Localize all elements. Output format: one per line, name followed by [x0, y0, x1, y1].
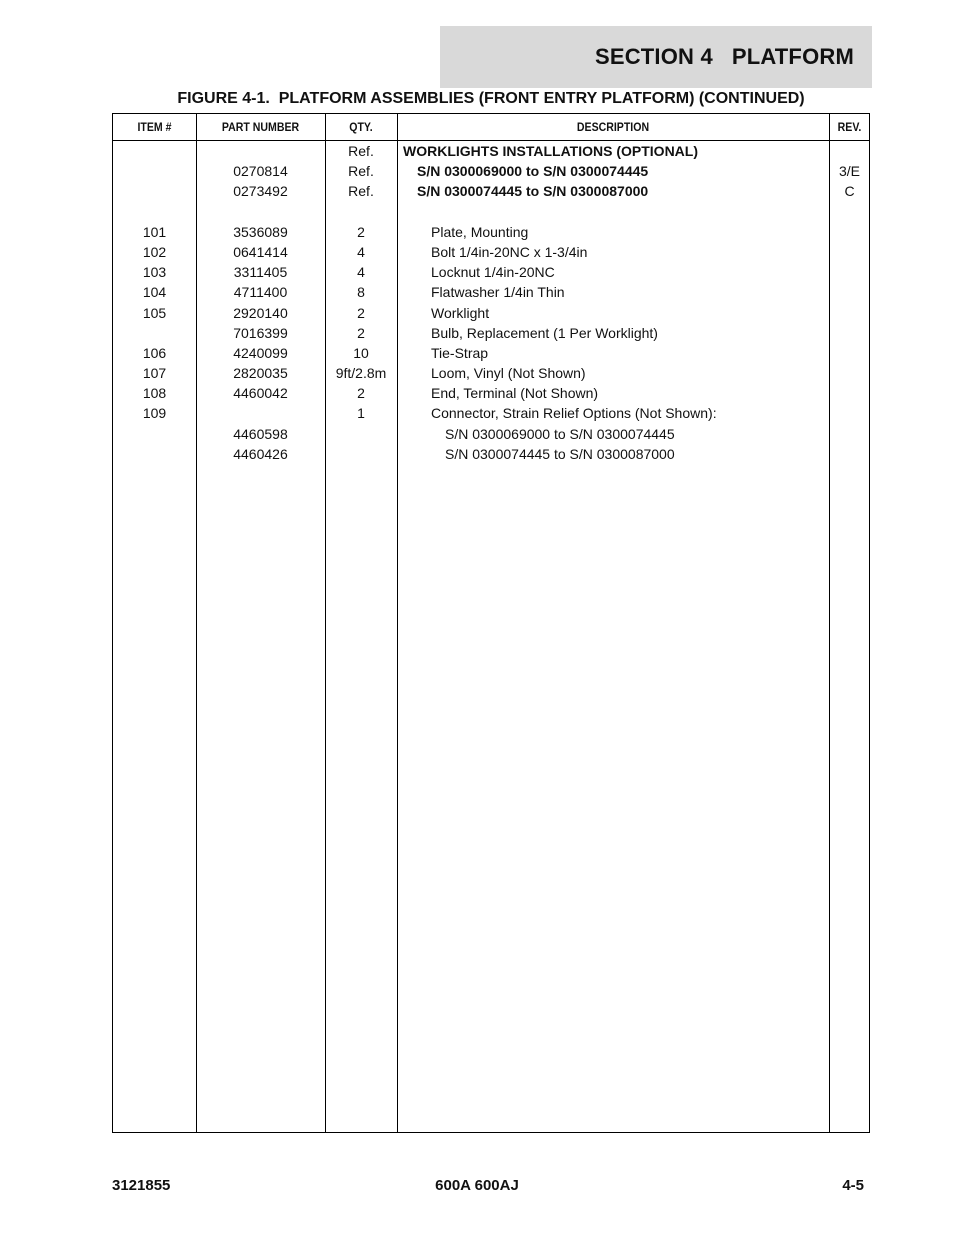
item-number-cell: 102 — [142, 243, 167, 260]
figure-title: FIGURE 4-1. PLATFORM ASSEMBLIES (FRONT ENTRY PLATFORM) (CONTINUED) — [177, 90, 805, 107]
table-row — [113, 343, 869, 363]
qty-cell — [325, 444, 397, 464]
part-number-cell — [196, 141, 325, 161]
qty-cell: 4 — [357, 243, 365, 260]
qty-cell: 2 — [357, 304, 365, 321]
part-number-cell: 4460042 — [233, 385, 288, 402]
description-cell: Loom, Vinyl (Not Shown) — [431, 365, 586, 382]
qty-cell — [325, 202, 397, 222]
rev-cell — [829, 323, 870, 343]
part-number-cell: 0273492 — [233, 183, 288, 200]
footer-page-number: 4-5 — [842, 1177, 864, 1194]
item-number-cell — [113, 202, 196, 222]
footer-doc-number: 3121855 — [112, 1177, 171, 1194]
rev-cell — [829, 303, 870, 323]
description-cell: S/N 0300074445 to S/N 0300087000 — [445, 445, 675, 462]
footer-model: 600A 600AJ — [435, 1177, 519, 1194]
table-row — [113, 161, 869, 181]
qty-cell: 1 — [357, 405, 365, 422]
description-cell: Plate, Mounting — [431, 223, 529, 240]
item-number-cell: 108 — [142, 385, 167, 402]
part-number-cell — [196, 403, 325, 423]
part-number-cell: 3536089 — [233, 223, 288, 240]
rev-cell — [829, 444, 870, 464]
column-header-item: ITEM # — [137, 120, 172, 134]
rev-cell — [829, 363, 870, 383]
table-row — [113, 202, 869, 222]
rev-cell — [829, 424, 870, 444]
table-row — [113, 303, 869, 323]
description-cell: Connector, Strain Relief Options (Not Shown): — [431, 405, 717, 422]
item-number-cell — [113, 424, 196, 444]
column-header-qty: QTY. — [349, 120, 373, 134]
table-row — [113, 242, 869, 262]
column-header-rev: REV. — [837, 120, 862, 134]
parts-table — [112, 113, 870, 1133]
part-number-cell: 0270814 — [233, 163, 288, 180]
table-row — [113, 424, 869, 444]
item-number-cell — [113, 323, 196, 343]
table-row — [113, 363, 869, 383]
qty-cell — [325, 424, 397, 444]
item-number-cell: 106 — [142, 344, 167, 361]
qty-cell: Ref. — [348, 143, 374, 159]
table-row — [113, 403, 869, 423]
item-number-cell — [113, 444, 196, 464]
rev-cell — [829, 403, 870, 423]
table-row — [113, 444, 869, 464]
qty-cell: 2 — [357, 324, 365, 341]
rev-cell — [829, 282, 870, 302]
part-number-cell: 4711400 — [233, 284, 288, 301]
table-row — [113, 282, 869, 302]
part-number-cell: 7016399 — [233, 324, 288, 341]
qty-cell: Ref. — [348, 163, 374, 180]
table-body — [113, 141, 869, 464]
item-number-cell — [113, 181, 196, 201]
rev-cell — [829, 343, 870, 363]
qty-cell: 4 — [357, 264, 365, 281]
column-header-part-number: PART NUMBER — [221, 120, 300, 134]
rev-cell — [829, 141, 870, 161]
qty-cell: 10 — [353, 344, 369, 361]
description-cell: End, Terminal (Not Shown) — [431, 385, 599, 402]
item-number-cell — [113, 141, 196, 161]
part-number-cell: 4460598 — [233, 425, 288, 442]
table-row — [113, 383, 869, 403]
description-cell: Tie-Strap — [431, 344, 489, 361]
part-number-cell: 2920140 — [233, 304, 288, 321]
rev-cell — [829, 242, 870, 262]
description-cell: S/N 0300069000 to S/N 0300074445 — [445, 425, 675, 442]
description-cell: S/N 0300074445 to S/N 0300087000 — [417, 183, 649, 200]
rev-cell — [829, 202, 870, 222]
qty-cell: 9ft/2.8m — [335, 365, 387, 382]
part-number-cell: 2820035 — [233, 365, 288, 382]
description-cell: WORKLIGHTS INSTALLATIONS (OPTIONAL) — [403, 143, 699, 159]
qty-cell: 2 — [357, 385, 365, 402]
item-number-cell: 107 — [142, 365, 167, 382]
section-title: SECTION 4 PLATFORM — [594, 44, 854, 69]
section-banner — [440, 26, 872, 88]
rev-cell — [829, 383, 870, 403]
part-number-cell: 3311405 — [233, 264, 288, 281]
table-row — [113, 323, 869, 343]
column-header-description: DESCRIPTION — [576, 120, 650, 134]
qty-cell: 8 — [357, 284, 365, 301]
item-number-cell: 101 — [142, 223, 167, 240]
rev-cell — [829, 222, 870, 242]
table-row — [113, 222, 869, 242]
qty-cell: 2 — [357, 223, 365, 240]
description-cell: Bulb, Replacement (1 Per Worklight) — [431, 324, 658, 341]
table-row — [113, 181, 869, 201]
description-cell: Flatwasher 1/4in Thin — [431, 284, 565, 301]
description-cell: Locknut 1/4in-20NC — [431, 264, 555, 281]
qty-cell: Ref. — [348, 183, 374, 200]
part-number-cell: 0641414 — [233, 243, 288, 260]
item-number-cell: 109 — [142, 405, 167, 422]
description-cell: S/N 0300069000 to S/N 0300074445 — [417, 163, 649, 180]
part-number-cell — [196, 202, 325, 222]
item-number-cell — [113, 161, 196, 181]
part-number-cell: 4460426 — [233, 445, 288, 462]
item-number-cell: 104 — [142, 284, 167, 301]
table-row — [113, 262, 869, 282]
description-cell — [403, 202, 823, 222]
rev-cell: 3/E — [838, 163, 860, 180]
item-number-cell: 103 — [142, 264, 167, 281]
part-number-cell: 4240099 — [233, 344, 288, 361]
rev-cell: C — [844, 183, 855, 200]
description-cell: Worklight — [431, 304, 490, 321]
description-cell: Bolt 1/4in-20NC x 1-3/4in — [431, 243, 588, 260]
item-number-cell: 105 — [142, 304, 167, 321]
table-row — [113, 141, 869, 161]
rev-cell — [829, 262, 870, 282]
